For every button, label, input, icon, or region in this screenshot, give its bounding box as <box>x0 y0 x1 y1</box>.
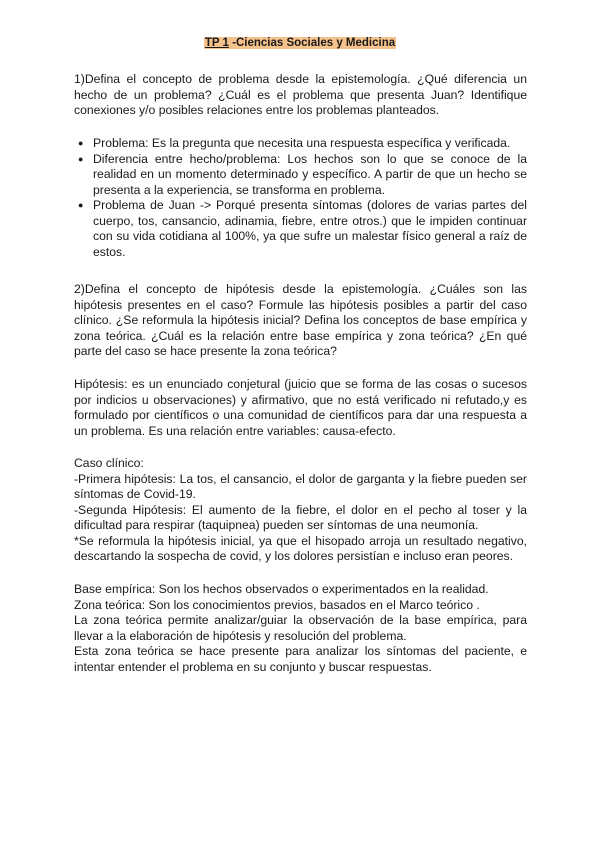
caso-clinico-section <box>74 456 527 565</box>
reformulacion: *Se reformula la hipótesis inicial, ya que el hisopado arroja un resultado negativo, descartando la sospecha de covid, y los dolores persistían e incluso eran peores. <box>74 533 527 563</box>
segunda-hipotesis: -Segunda Hipótesis: El aumento de la fiebre, el dolor en el pecho al toser y la dificultad para respirar (taquipnea) pueden ser síntomas de una neumonía. <box>74 502 527 532</box>
relacion-base-zona: La zona teórica permite analizar/guiar la observación de la base empírica, para llevar a la elaboración de hipótesis y resolución del problema. <box>74 613 527 643</box>
hipotesis-definition: Hipótesis: es un enunciado conjetural (juicio que se forma de las cosas o sucesos por indicios u observaciones) y afirmativo, que no está verificado ni refutado,y es formulado por científicos o una comunidad de científicos para dar una respuesta a un problema. Es una relación entre variables: causa-efecto. <box>74 377 527 438</box>
title-highlight <box>204 37 396 49</box>
base-empirica: Base empírica: Son los hechos observados o experimentados en la realidad. <box>74 582 489 596</box>
question-2: 2)Defina el concepto de hipótesis desde la epistemología. ¿Cuáles son las hipótesis presentes en el caso? Formule las hipótesis posibles a partir del caso clínico. ¿Se reformula la hipótesis inicial? Defina los conceptos de base empírica y zona teórica. ¿Cuál es la relación entre base empírica y zona teórica? ¿En qué parte del caso se hace presente la zona teórica? <box>74 282 527 358</box>
zona-teorica-presente: Esta zona teórica se hace presente para analizar los síntomas del paciente, e intentar entender el problema en su conjunto y buscar respuestas. <box>74 644 527 674</box>
base-zona-section <box>74 582 527 675</box>
title-rest: -Ciencias Sociales y Medicina <box>228 37 396 49</box>
document-title <box>0 36 600 52</box>
caso-clinico-heading: Caso clínico: <box>74 456 144 470</box>
title-tp: TP 1 <box>204 37 229 49</box>
bullet-problema: ● Problema: Es la pregunta que necesita una respuesta específica y verificada. <box>74 136 527 152</box>
bullet-problema-juan: ● Problema de Juan -> Porqué presenta síntomas (dolores de varias partes del cuerpo, tos, cansancio, adinamia, fiebre, entre otros.) que le impiden continuar con su vida cotidiana al 100%, ya que sufre un malestar físico general a raíz de estos. <box>74 198 527 260</box>
bullet-diferencia: ● Diferencia entre hecho/problema: Los hechos son lo que se conoce de la realidad en un momento determinado y específico. A partir de que un hecho se presenta a la experiencia, se transforma en problema. <box>74 152 527 199</box>
zona-teorica: Zona teórica: Son los conocimientos previos, basados en el Marco teórico . <box>74 597 480 612</box>
question-1: 1)Defina el concepto de problema desde la epistemología. ¿Qué diferencia un hecho de un problema? ¿Cuál es el problema que presenta Juan? Identifique conexiones y/o posibles relaciones entre los problemas planteados. <box>74 72 527 117</box>
primera-hipotesis: -Primera hipótesis: La tos, el cansancio, el dolor de garganta y la fiebre pueden ser síntomas de Covid-19. <box>74 471 527 501</box>
question-1-answers <box>74 136 527 260</box>
